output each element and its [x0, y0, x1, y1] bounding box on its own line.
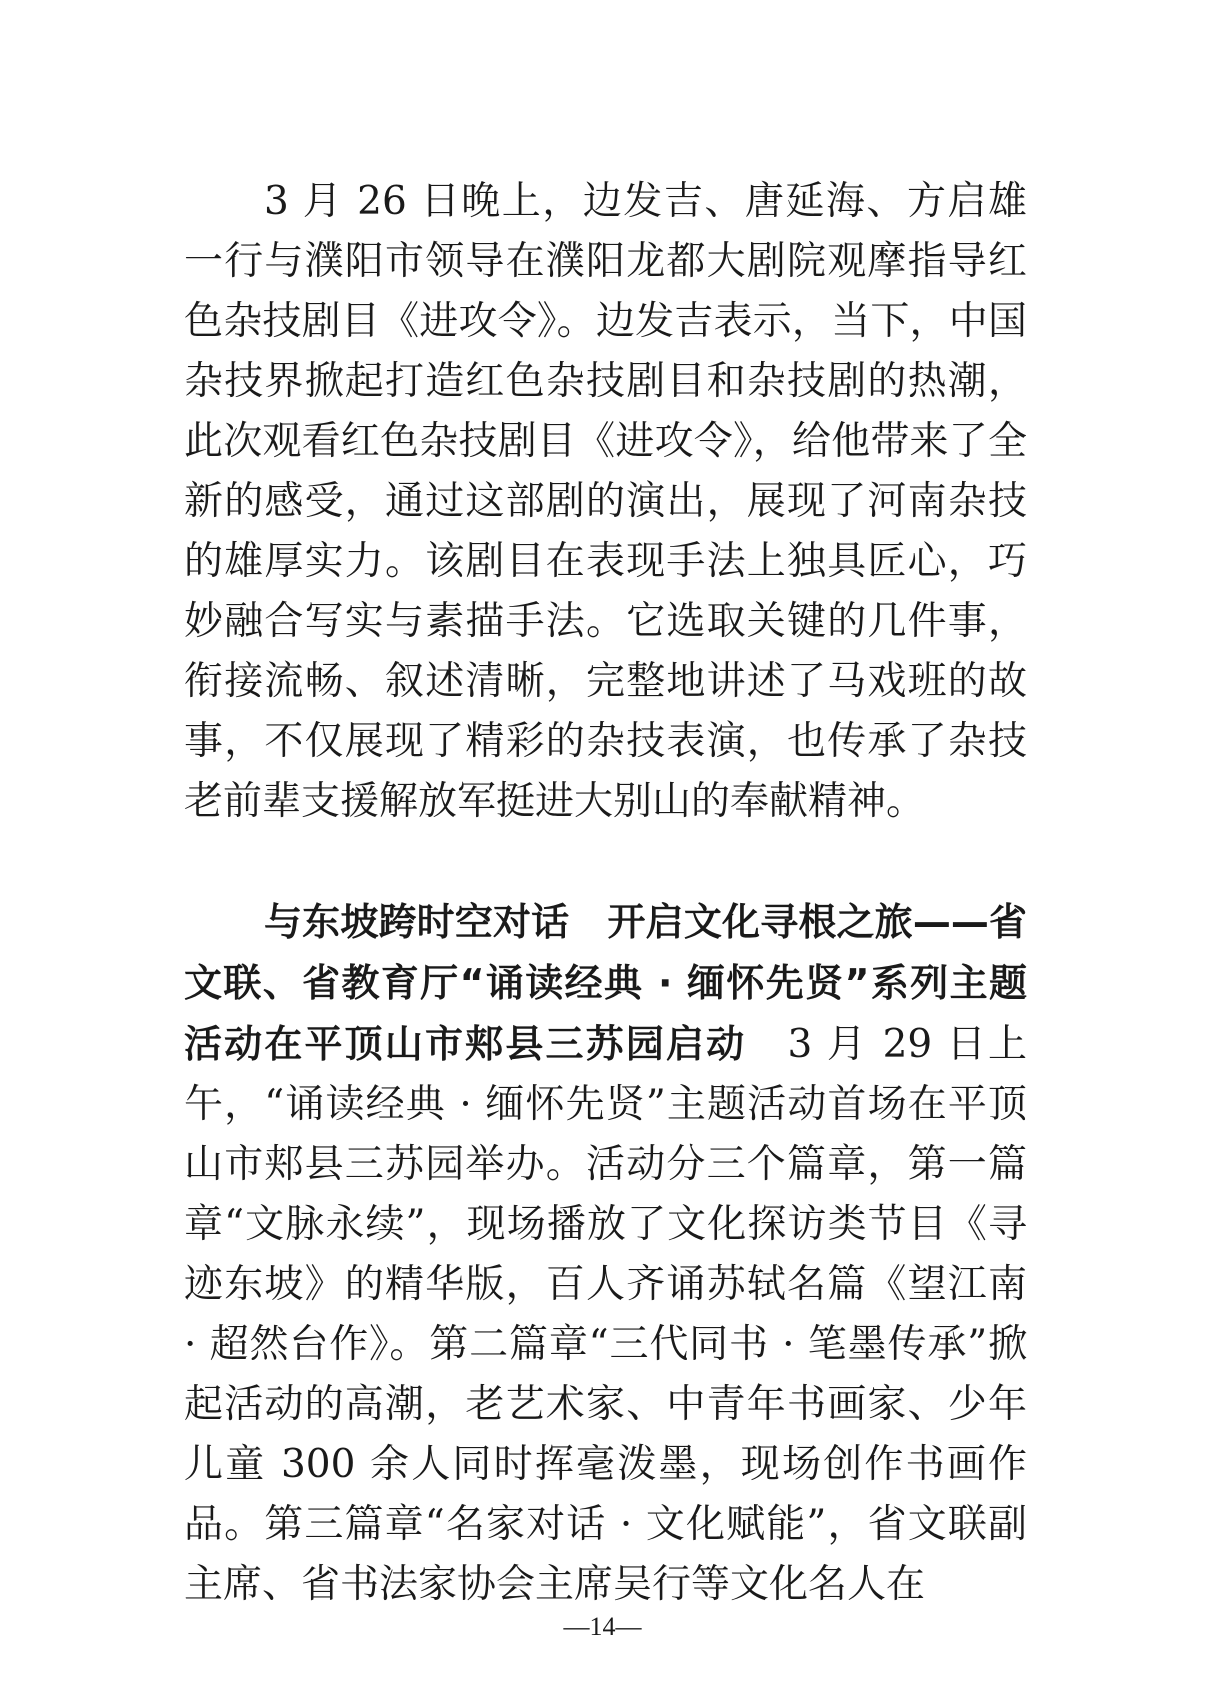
news-paragraph-dongpo: [184, 892, 1027, 1615]
document-body: [184, 172, 1027, 1615]
news-paragraph-acrobatics: 3 月 26 日晚上，边发吉、唐延海、方启雄一行与濮阳市领导在濮阳龙都大剧院观摩指导红色杂技剧目《进攻令》。边发吉表示，当下，中国杂技界掀起打造红色杂技剧目和杂技剧的热潮，此次观看红色杂技剧目《进攻令》，给他带来了全新的感受，通过这部剧的演出，展现了河南杂技的雄厚实力。该剧目在表现手法上独具匠心，巧妙融合写实与素描手法。它选取关键的几件事，衔接流畅、叙述清晰，完整地讲述了马戏班的故事，不仅展现了精彩的杂技表演，也传承了杂技老前辈支援解放军挺进大别山的奉献精神。: [184, 179, 1027, 824]
news-headline: 与东坡跨时空对话 开启文化寻根之旅——省文联、省教育厅“诵读经典 · 缅怀先贤”系列主题活动在平顶山市郏县三苏园启动: [184, 900, 1027, 1066]
news-body-text: 3 月 29 日上午，“诵读经典 · 缅怀先贤”主题活动首场在平顶山市郏县三苏园举办。活动分三个篇章，第一篇章“文脉永续”，现场播放了文化探访类节目《寻迹东坡》的精华版，百人齐诵苏轼名篇《望江南 · 超然台作》。第二篇章“三代同书 · 笔墨传承”掀起活动的高潮，老艺术家、中青年书画家、少年儿童 300 余人同时挥毫泼墨，现场创作书画作品。第三篇章“名家对话 · 文化赋能”，省文联副主席、省书法家协会主席吴行等文化名人在: [184, 1022, 1027, 1607]
page-number: —14—: [563, 1612, 642, 1641]
